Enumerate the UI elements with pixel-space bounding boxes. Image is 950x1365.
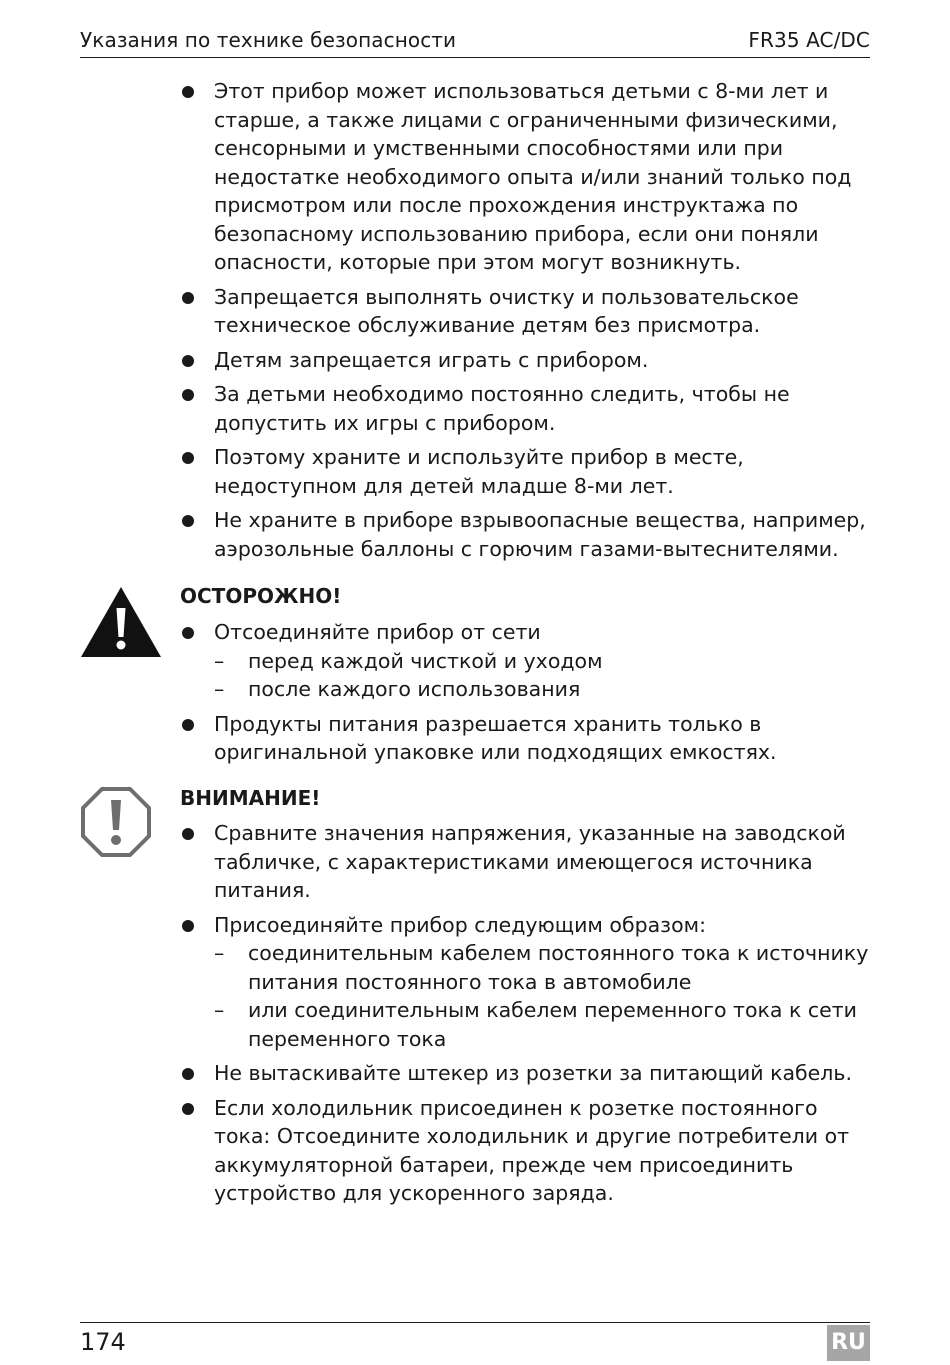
bullet-icon <box>182 719 194 731</box>
list-item <box>180 1059 872 1088</box>
list-item-text: Детям запрещается играть с прибором. <box>214 347 649 372</box>
bullet-icon <box>182 515 194 527</box>
language-badge: RU <box>827 1325 870 1361</box>
caution-list <box>180 618 872 767</box>
list-item-text: Этот прибор может использоваться детьми с 8-ми лет и старше, а также лицами с ограниченными физическими, сенсорными и умственными способностями или при недостатке необходимого опыта и/или знаний только под присмотром или после прохождения инструктажа по безопасному использованию прибора, если они поняли опасности, которые при этом могут возникнуть. <box>214 79 852 274</box>
bullet-icon <box>182 389 194 401</box>
dash-icon: – <box>214 941 225 965</box>
dash-icon: – <box>214 648 225 673</box>
bullet-icon <box>182 292 194 304</box>
list-item <box>180 1094 872 1208</box>
list-item <box>180 710 872 767</box>
list-item-text: Отсоединяйте прибор от сети <box>214 620 541 644</box>
sub-list-item <box>214 939 872 996</box>
list-item <box>180 346 872 375</box>
list-item <box>180 506 872 563</box>
list-item-text: Не вытаскивайте штекер из розетки за питающий кабель. <box>214 1061 852 1085</box>
warning-triangle-icon <box>80 586 162 658</box>
general-safety-list <box>180 77 872 563</box>
caution-heading: ОСТОРОЖНО! <box>180 584 342 608</box>
sub-list-item <box>214 996 872 1053</box>
list-item-text: Присоединяйте прибор следующим образом: <box>214 912 706 937</box>
bullet-icon <box>182 627 194 639</box>
list-item-text: Сравните значения напряжения, указанные на заводской табличке, с характеристиками имеющегося источника питания. <box>214 821 846 902</box>
bullet-icon <box>182 920 194 932</box>
list-item <box>180 283 872 340</box>
list-item-text: Не храните в приборе взрывоопасные вещества, например, аэрозольные баллоны с горючим газами-вытеснителями. <box>214 508 866 561</box>
list-item <box>180 911 872 1054</box>
section-title: Указания по технике безопасности <box>80 28 457 52</box>
footer-divider <box>80 1322 870 1323</box>
sub-list-item <box>214 647 872 676</box>
bullet-icon <box>182 452 194 464</box>
sub-item-text: перед каждой чисткой и уходом <box>248 648 603 673</box>
page-header <box>80 26 870 58</box>
page-number: 174 <box>80 1328 126 1356</box>
list-item-text: Поэтому храните и используйте прибор в месте, недоступном для детей младше 8-ми лет. <box>214 445 744 498</box>
sub-item-text: или соединительным кабелем переменного тока к сети переменного тока <box>248 998 858 1051</box>
sub-item-text: соединительным кабелем постоянного тока к источнику питания постоянного тока в автомобиле <box>248 941 869 994</box>
list-item <box>180 618 872 704</box>
sub-item-text: после каждого использования <box>248 677 581 701</box>
list-item-text: За детьми необходимо постоянно следить, чтобы не допустить их игры с прибором. <box>214 382 790 435</box>
bullet-icon <box>182 355 194 367</box>
model-name: FR35 AC/DC <box>748 28 870 52</box>
list-item <box>180 819 872 905</box>
notice-heading: ВНИМАНИЕ! <box>180 786 321 810</box>
list-item <box>180 443 872 500</box>
bullet-icon <box>182 86 194 98</box>
bullet-icon <box>182 1068 194 1080</box>
list-item-text: Запрещается выполнять очистку и пользовательское техническое обслуживание детям без присмотра. <box>214 284 799 337</box>
list-item <box>180 380 872 437</box>
dash-icon: – <box>214 998 225 1022</box>
list-item-text: Продукты питания разрешается хранить только в оригинальной упаковке или подходящих емкостях. <box>214 711 777 764</box>
list-item-text: Если холодильник присоединен к розетке постоянного тока: Отсоедините холодильник и другие потребители от аккумуляторной батареи, прежде чем присоединить устройство для ускоренного заряда. <box>214 1095 850 1205</box>
bullet-icon <box>182 1103 194 1115</box>
dash-icon: – <box>214 677 225 701</box>
octagon-exclamation-icon <box>80 786 152 858</box>
list-item <box>180 77 872 277</box>
notice-list <box>180 819 872 1208</box>
bullet-icon <box>182 828 194 840</box>
sub-list-item <box>214 675 872 704</box>
